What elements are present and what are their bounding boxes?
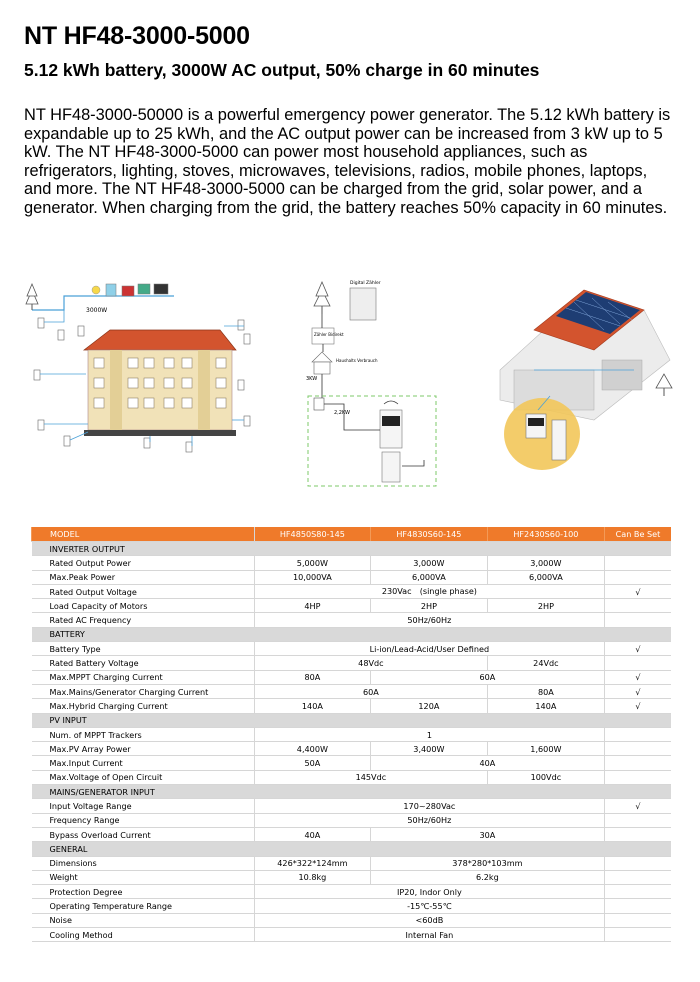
house [500, 290, 670, 420]
meter-icon [350, 288, 376, 320]
apartment-building [84, 330, 236, 436]
apartment-building-illustration [24, 270, 264, 470]
product-description: NT HF48-3000-50000 is a powerful emergency power generator. The 5.12 kWh battery is expandable up to 25 kWh, and the AC output power can be increased from 3 kW up to 5 kW. The NT HF48-3000-5000 can power most household appliances, such as refrigerators, lighting, stoves, microwaves, televisions, radios, mobile phones, laptops, and more. The NT HF48-3000-5000 can be charged from the grid, solar power, and a generator. When charging from the grid, the battery reaches 50% capacity in 60 minutes. [24, 106, 671, 217]
wiring-diagram [284, 270, 444, 495]
power-label-3000w: 3000W [86, 307, 108, 314]
wifi-icon [384, 401, 398, 404]
table-row: Rated Battery Voltage 48Vdc 24Vdc [32, 656, 672, 670]
table-row: Battery Type Li-ion/Lead-Acid/User Defined √ [32, 642, 672, 656]
page-title: NT HF48-3000-5000 [24, 22, 250, 50]
table-row: Frequency Range 50Hz/60Hz [32, 813, 672, 827]
label-22kw: 2,2KW [334, 410, 350, 416]
header-can-be-set: Can Be Set [604, 527, 671, 542]
tree-icon [26, 284, 38, 310]
table-row: Max.MPPT Charging Current 80A 60A √ [32, 670, 672, 684]
table-row: Noise <60dB [32, 913, 672, 927]
check-mark: √ [604, 684, 671, 698]
switch-icon [314, 398, 324, 410]
header-model: MODEL [32, 527, 255, 542]
table-row: Rated AC Frequency 50Hz/60Hz [32, 613, 672, 627]
table-row: Weight 10.8kg 6.2kg [32, 870, 672, 884]
table-row: Rated Output Voltage 230Vac (single phase) √ [32, 584, 672, 598]
section-row: PV INPUT [32, 713, 672, 727]
house-icon [312, 352, 332, 362]
table-row: Max.PV Array Power 4,400W 3,400W 1,600W [32, 742, 672, 756]
table-row: Max.Hybrid Charging Current 140A 120A 140A √ [32, 699, 672, 713]
table-row: Dimensions 426*322*124mm 378*280*103mm [32, 856, 672, 870]
header-model-2: HF4830S60-145 [370, 527, 487, 542]
table-row: Load Capacity of Motors 4HP 2HP 2HP [32, 599, 672, 613]
check-mark: √ [604, 799, 671, 813]
section-row: INVERTER OUTPUT [32, 542, 672, 556]
table-row: Protection Degree IP20, Indor Only [32, 885, 672, 899]
table-row: Input Voltage Range 170~280Vac √ [32, 799, 672, 813]
inverter-icon [380, 410, 402, 448]
table-row: Max.Peak Power 10,000VA 6,000VA 6,000VA [32, 570, 672, 584]
check-mark: √ [604, 584, 671, 598]
page-subtitle: 5.12 kWh battery, 3000W AC output, 50% charge in 60 minutes [24, 60, 540, 80]
table-row: Num. of MPPT Trackers 1 [32, 727, 672, 741]
table-row: Max.Mains/Generator Charging Current 60A 80A √ [32, 684, 672, 698]
tree-icon [314, 282, 330, 314]
tree-icon [656, 374, 672, 396]
battery-icon [382, 452, 400, 482]
table-header-row [32, 527, 672, 542]
check-mark: √ [604, 642, 671, 656]
check-mark: √ [604, 670, 671, 684]
header-model-1: HF4850S80-145 [254, 527, 370, 542]
label-digital-meter: Digital Zähler [350, 281, 381, 286]
section-row: GENERAL [32, 842, 672, 856]
system-boundary [308, 396, 436, 486]
solar-house-illustration [494, 270, 674, 495]
label-meter-bidirect: Zähler Bidirekt [314, 332, 344, 337]
table-row: Operating Temperature Range -15℃-55℃ [32, 899, 672, 913]
table-row: Rated Output Power 5,000W 3,000W 3,000W [32, 556, 672, 570]
spec-table [31, 527, 671, 942]
header-model-3: HF2430S60-100 [487, 527, 604, 542]
check-mark: √ [604, 699, 671, 713]
illustrations [24, 270, 674, 500]
section-row: BATTERY [32, 627, 672, 641]
label-3kw: 3KW [306, 376, 318, 382]
table-row: Max.Voltage of Open Circuit 145Vdc 100Vdc [32, 770, 672, 784]
appliance-icons [92, 284, 168, 296]
table-row: Max.Input Current 50A 40A [32, 756, 672, 770]
label-household: Haushalts Verbrauch [336, 358, 378, 363]
section-row: MAINS/GENERATOR INPUT [32, 785, 672, 799]
table-row: Cooling Method Internal Fan [32, 928, 672, 942]
table-row: Bypass Overload Current 40A 30A [32, 827, 672, 841]
